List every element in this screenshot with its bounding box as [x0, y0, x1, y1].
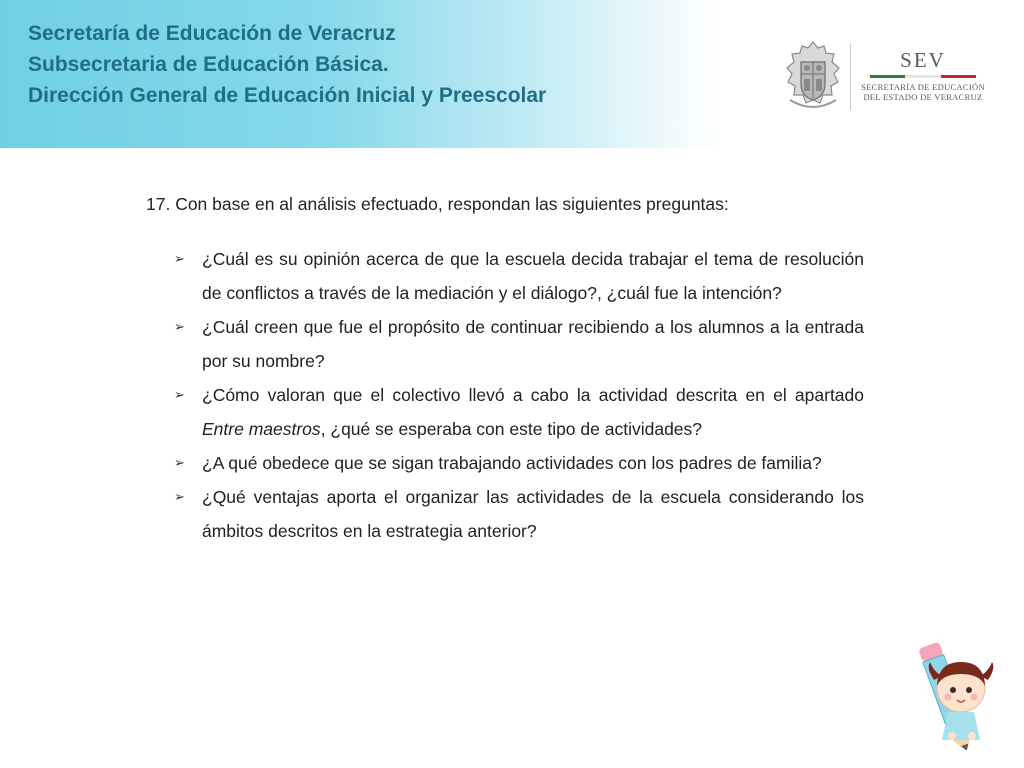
question-text: ¿Cuál es su opinión acerca de que la escuela decida trabajar el tema de resolución de conflictos a través de la mediación y el diálogo?, ¿cuál fue la intención?	[202, 249, 864, 303]
header-line-subsecretaria: Subsecretaria de Educación Básica.	[28, 53, 389, 76]
sev-subtitle-line1: SECRETARÍA DE EDUCACIÓN	[861, 82, 985, 92]
arrow-bullet-icon: ➢	[174, 387, 185, 402]
question-text-after: , ¿qué se esperaba con este tipo de actividades?	[320, 419, 703, 439]
list-item	[172, 242, 864, 310]
flag-stripe	[870, 75, 976, 78]
arrow-bullet-icon: ➢	[174, 455, 185, 470]
arrow-bullet-icon: ➢	[174, 489, 185, 504]
question-emphasis: Entre maestros	[202, 419, 321, 439]
veracruz-crest-icon	[782, 40, 844, 114]
arrow-bullet-icon: ➢	[174, 251, 185, 266]
question-text: ¿Cuál creen que fue el propósito de continuar recibiendo a los alumnos a la entrada por su nombre?	[202, 317, 864, 371]
question-list	[172, 242, 864, 548]
question-text: ¿Qué ventajas aporta el organizar las actividades de la escuela considerando los ámbitos descritos en la estrategia anterior?	[202, 487, 864, 541]
arrow-bullet-icon: ➢	[174, 319, 185, 334]
sev-logo	[780, 40, 990, 116]
header-line-direccion: Dirección General de Educación Inicial y Preescolar	[28, 84, 547, 107]
sev-subtitle-line2: DEL ESTADO DE VERACRUZ	[863, 92, 983, 102]
girl-with-pencil-icon	[912, 636, 1002, 758]
list-item	[172, 310, 864, 378]
list-item	[172, 378, 864, 446]
list-item	[172, 480, 864, 548]
question-text: ¿A qué obedece que se sigan trabajando actividades con los padres de familia?	[202, 453, 822, 473]
logo-divider	[850, 44, 851, 110]
sev-acronym: SEV	[900, 48, 946, 72]
list-item	[172, 446, 864, 480]
question-heading: 17. Con base en al análisis efectuado, respondan las siguientes preguntas:	[146, 194, 729, 214]
header-line-secretaria: Secretaría de Educación de Veracruz	[28, 22, 396, 45]
question-text-before: ¿Cómo valoran que el colectivo llevó a cabo la actividad descrita en el apartado	[202, 385, 864, 405]
sev-wordmark	[858, 48, 988, 102]
header-title-block	[28, 18, 546, 111]
